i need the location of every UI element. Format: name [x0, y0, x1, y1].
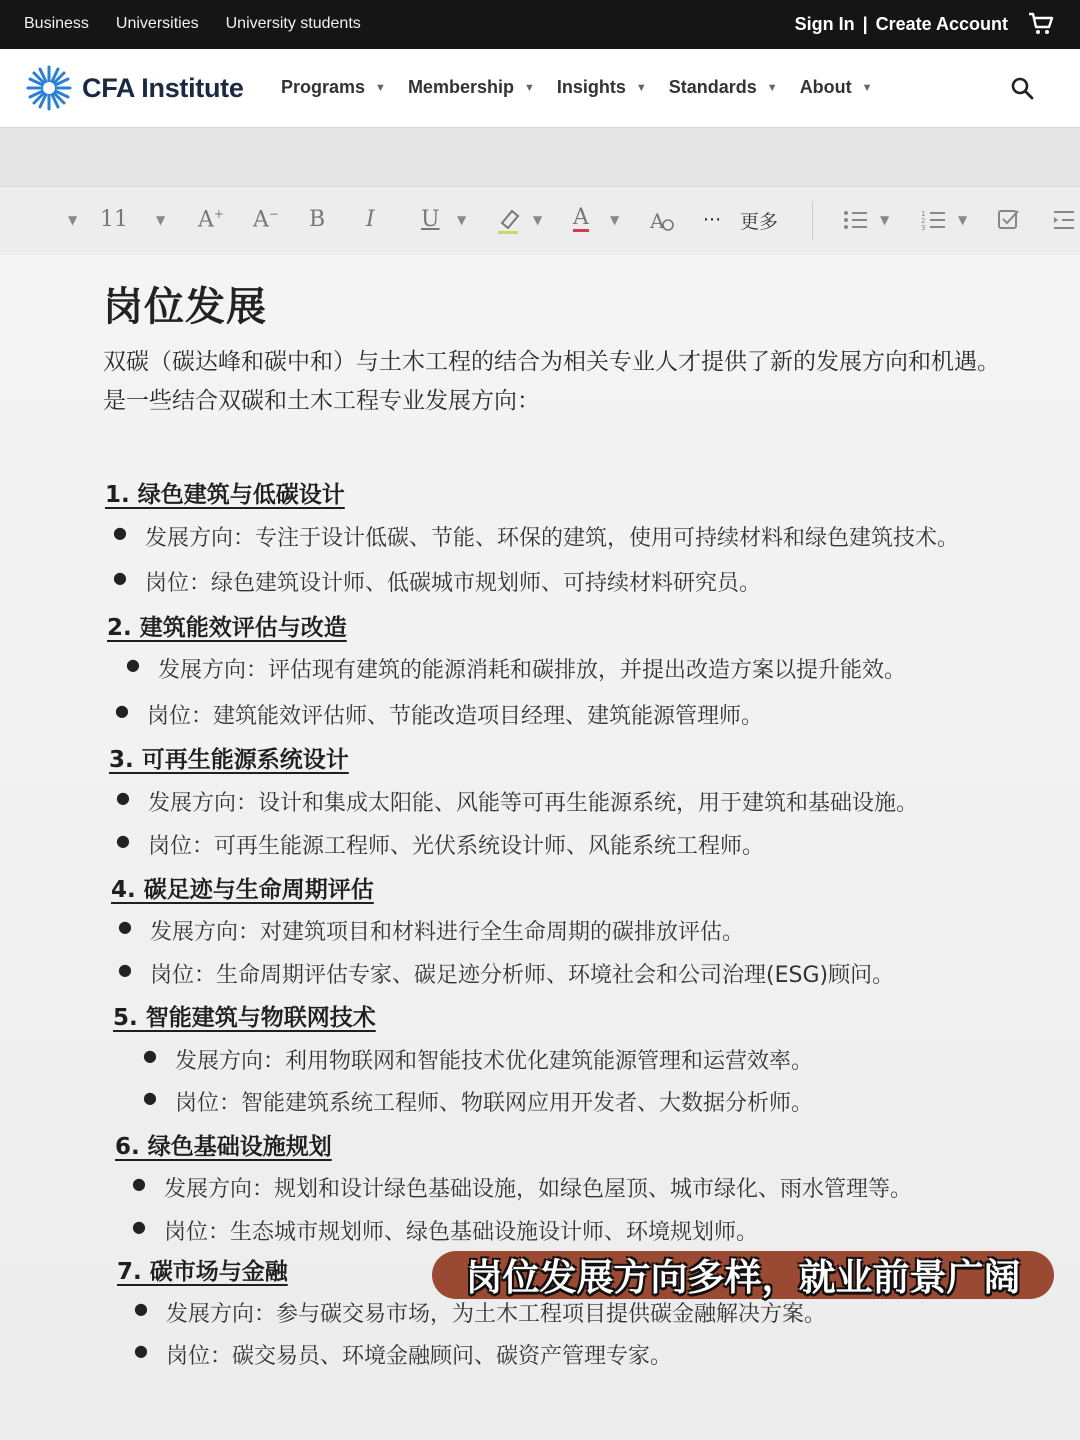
dropdown-arrow-icon[interactable]: ▼: [68, 213, 78, 227]
caption-text: 岗位发展方向多样，就业前景广阔: [465, 1256, 1021, 1299]
link-universities[interactable]: Universities: [115, 15, 199, 32]
nav-membership-label: Membership: [407, 77, 514, 97]
section-roles: ● 岗位：碳交易员、环境金融顾问、碳资产管理专家。: [166, 1339, 672, 1370]
nav-programs-label: Programs: [281, 77, 366, 97]
globe-logo-icon: [24, 63, 74, 113]
document-title: 岗位发展: [103, 284, 267, 330]
account-separator: |: [862, 13, 868, 34]
create-account-link[interactable]: Create Account: [875, 13, 1008, 34]
increase-font-button[interactable]: A+: [198, 207, 224, 233]
decrease-font-button[interactable]: A−: [253, 207, 279, 233]
section-direction: ● 发展方向：规划和设计绿色基础设施，如绿色屋顶、城市绿化、雨水管理等。: [164, 1172, 912, 1203]
section-heading: 6. 绿色基础设施规划: [115, 1134, 332, 1160]
bullet-list-dropdown-icon[interactable]: ▼: [880, 213, 890, 227]
font-size-select[interactable]: 11: [100, 207, 128, 232]
link-business[interactable]: Business: [24, 15, 89, 32]
chevron-down-icon: ▼: [375, 81, 386, 94]
nav-about-label: About: [799, 77, 852, 97]
nav-menu: [281, 77, 873, 98]
decrease-font-label: A: [253, 207, 269, 233]
section-heading: 1. 绿色建筑与低碳设计: [105, 482, 345, 508]
section-heading: 3. 可再生能源系统设计: [109, 747, 349, 773]
intro-line-2: 是一些结合双碳和土木工程专业发展方向：: [103, 388, 540, 414]
utility-bar: [0, 0, 1080, 49]
audience-links: [24, 15, 361, 33]
section-heading: 5. 智能建筑与物联网技术: [113, 1005, 376, 1031]
svg-text:1: 1: [921, 210, 926, 218]
underline-dropdown-icon[interactable]: ▼: [457, 213, 467, 227]
font-color-dropdown-icon[interactable]: ▼: [610, 213, 620, 227]
highlighter-icon[interactable]: [496, 207, 522, 235]
editor-toolbar: [0, 186, 1080, 256]
video-caption: [432, 1251, 1054, 1299]
clear-format-icon[interactable]: [648, 208, 676, 234]
chevron-down-icon: ▼: [766, 81, 778, 94]
numbered-list-icon[interactable]: [921, 209, 947, 231]
section-heading: 2. 建筑能效评估与改造: [107, 615, 347, 641]
font-color-button[interactable]: A: [573, 205, 589, 230]
editor-header-band: [0, 128, 1080, 186]
italic-button[interactable]: I: [366, 207, 375, 232]
increase-font-label: A: [198, 207, 214, 233]
section-direction: ● 发展方向：专注于设计低碳、节能、环保的建筑，使用可持续材料和绿色建筑技术。: [145, 521, 959, 552]
nav-membership[interactable]: [408, 77, 535, 98]
search-icon[interactable]: [1010, 76, 1034, 100]
section-roles: ● 岗位：绿色建筑设计师、低碳城市规划师、可持续材料研究员。: [145, 566, 761, 597]
nav-about[interactable]: [800, 77, 873, 98]
bullet-list-icon[interactable]: [843, 209, 869, 231]
nav-standards[interactable]: [669, 77, 778, 98]
indent-icon[interactable]: [1050, 209, 1076, 231]
nav-insights-label: Insights: [556, 77, 626, 97]
section-direction: ● 发展方向：评估现有建筑的能源消耗和碳排放，并提出改造方案以提升能效。: [158, 653, 906, 684]
nav-standards-label: Standards: [668, 77, 757, 97]
cart-icon[interactable]: [1028, 12, 1054, 36]
document-intro: [103, 343, 1000, 421]
section-roles: ● 岗位：生态城市规划师、绿色基础设施设计师、环境规划师。: [164, 1215, 758, 1246]
account-links: [795, 12, 1054, 36]
nav-insights[interactable]: [557, 77, 647, 98]
cfa-logo[interactable]: [24, 63, 244, 113]
section-heading: 7. 碳市场与金融: [117, 1259, 288, 1285]
section-roles: ● 岗位：智能建筑系统工程师、物联网应用开发者、大数据分析师。: [175, 1086, 813, 1117]
section-direction: ● 发展方向：利用物联网和智能技术优化建筑能源管理和运营效率。: [175, 1044, 813, 1075]
section-roles: ● 岗位：可再生能源工程师、光伏系统设计师、风能系统工程师。: [148, 829, 764, 860]
sign-in-link[interactable]: Sign In: [794, 13, 855, 34]
section-direction: ● 发展方向：设计和集成太阳能、风能等可再生能源系统，用于建筑和基础设施。: [148, 786, 918, 817]
section-roles: ● 岗位：建筑能效评估师、节能改造项目经理、建筑能源管理师。: [147, 699, 763, 730]
section-roles: ● 岗位：生命周期评估专家、碳足迹分析师、环境社会和公司治理(ESG)顾问。: [150, 958, 894, 989]
toolbar-divider: [812, 201, 813, 241]
section-heading: 4. 碳足迹与生命周期评估: [111, 877, 374, 903]
font-size-dropdown-icon[interactable]: ▼: [156, 213, 166, 227]
intro-line-1: 双碳（碳达峰和碳中和）与土木工程的结合为相关专业人才提供了新的发展方向和机遇。: [103, 349, 1000, 375]
section-direction: ● 发展方向：对建筑项目和材料进行全生命周期的碳排放评估。: [150, 915, 744, 946]
bold-button[interactable]: B: [309, 207, 326, 232]
chevron-down-icon: ▼: [861, 81, 873, 94]
more-button[interactable]: 更多: [740, 211, 779, 233]
chevron-down-icon: ▼: [635, 81, 647, 94]
chevron-down-icon: ▼: [523, 81, 535, 94]
main-nav: [0, 49, 1080, 128]
logo-text: CFA Institute: [82, 72, 244, 103]
underline-button[interactable]: U: [421, 207, 440, 232]
link-university-students[interactable]: University students: [225, 15, 361, 32]
nav-programs[interactable]: [281, 77, 386, 98]
numbered-list-dropdown-icon[interactable]: ▼: [958, 213, 968, 227]
more-ellipsis-icon[interactable]: ···: [703, 209, 722, 231]
svg-text:2: 2: [921, 217, 926, 225]
checkbox-list-icon[interactable]: [997, 207, 1021, 231]
svg-text:3: 3: [921, 224, 926, 231]
svg-text:A: A: [650, 209, 665, 233]
highlight-dropdown-icon[interactable]: ▼: [533, 213, 543, 227]
section-direction: ● 发展方向：参与碳交易市场，为土木工程项目提供碳金融解决方案。: [166, 1297, 826, 1328]
